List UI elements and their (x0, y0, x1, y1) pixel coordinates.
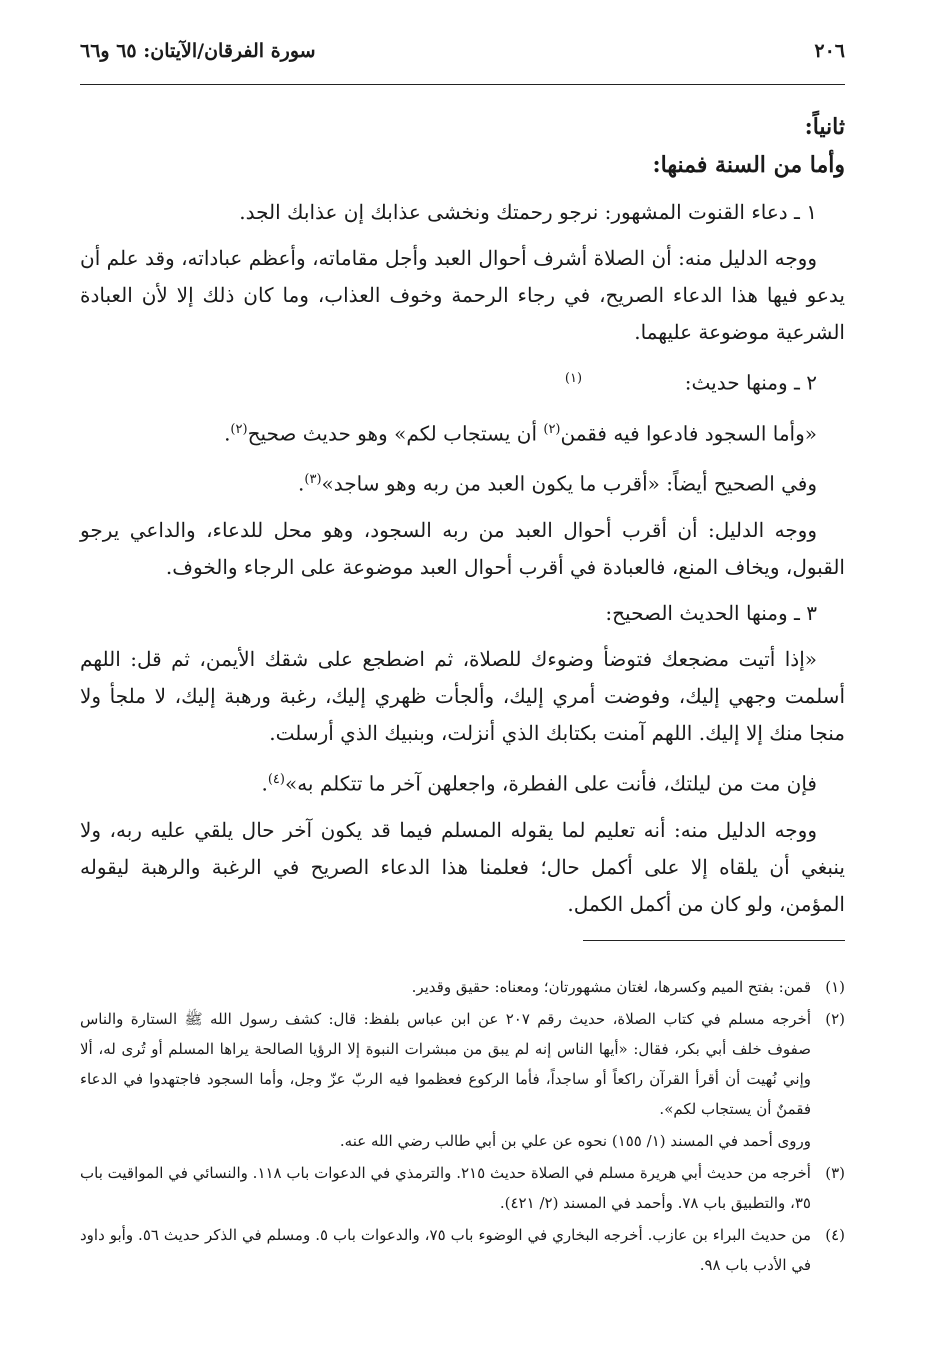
footnote-number: (١) (825, 978, 845, 996)
footnote-text: أخرجه من حديث أبي هريرة مسلم في الصلاة حديث ٢١٥. والترمذي في الدعوات باب ١١٨. والنسائي في المواقيت باب ٣٥، والتطبيق باب ٧٨. وأحمد في المسند (٢/ ٤٢١). (80, 1164, 811, 1212)
footnotes (80, 972, 845, 1282)
sleep-dua-end-text: فإن مت من ليلتك، فأنت على الفطرة، واجعلهن آخر ما تتكلم به» (284, 771, 817, 796)
paragraph-hadith-2-intro (80, 360, 845, 402)
footnote-item (80, 1220, 845, 1280)
paragraph-evidence-2: ووجه الدليل: أن أقرب أحوال العبد من ربه السجود، وهو محل للدعاء، والداعي يرجو القبول، ويخاف المنع، فالعبادة في أقرب أحوال العبد موضوعة على الرجاء والخوف. (80, 517, 845, 579)
footnote-continuation: وروى أحمد في المسند (١/ ١٥٥) نحوه عن علي بن أبي طالب رضي الله عنه. (339, 1132, 811, 1150)
main-text (80, 108, 845, 932)
page-number: ٢٠٦ (814, 40, 845, 62)
sahih-text: وفي الصحيح أيضاً: «أقرب ما يكون العبد من ربه وهو ساجد» (321, 471, 817, 496)
paragraph-sleep-dua-end (80, 761, 845, 803)
hadith-2-intro-text: ٢ ـ ومنها حديث: (684, 370, 817, 395)
sleep-dua-end-dot: . (261, 771, 268, 796)
footnote-text: من حديث البراء بن عازب. أخرجه البخاري في الوضوء باب ٧٥، والدعوات باب ٥. ومسلم في الذكر حديث ٥٦. وأبو داود في الأدب باب ٩٨. (80, 1226, 811, 1274)
section-heading-sunnah: وأما من السنة فمنها: (652, 152, 845, 178)
footnote-item (80, 1004, 845, 1124)
section-heading-second: ثانياً: (804, 114, 845, 140)
paragraph-sleep-dua: «إذا أتيت مضجعك فتوضأ وضوءك للصلاة، ثم اضطجع على شقك الأيمن، ثم قل: اللهم أسلمت وجهي إليك، وفوضت أمري إليك، وألجأت ظهري إليك، رغبة ورهبة إليك، لا ملجأ ولا منجا منك إلا إليك. اللهم آمنت بكتابك الذي أنزلت، وبنبيك الذي أرسلت. (80, 646, 845, 745)
paragraph-sahih (80, 461, 845, 503)
footnote-ref: (٣) (304, 472, 322, 488)
sujud-hadith-part-2: أن يستجاب لكم» وهو حديث صحيح (247, 421, 544, 446)
sujud-hadith-part-1: «وأما السجود فادعوا فيه فقمن (560, 421, 817, 446)
footnote-text: أخرجه مسلم في كتاب الصلاة، حديث رقم ٢٠٧ عن ابن عباس بلفظ: قال: كشف رسول الله ﷺ الستارة والناس صفوف خلف أبي بكر، فقال: «أيها الناس إنه لم يبق من مبشرات النبوة إلا الرؤيا الصالحة يراها المسلم أو تُرى له، ألا وإني نُهيت أن أقرأ القرآن راكعاً أو ساجداً، فأما الركوع فعظموا فيه الربّ عزّ وجل، وأما السجود فاجتهدوا في الدعاء فقمنٌ أن يستجاب لكم». (80, 1010, 812, 1118)
sujud-hadith-end: . (224, 421, 231, 446)
footnote-number: (٣) (825, 1164, 845, 1182)
footnote-ref: (٢) (543, 421, 561, 437)
header-rule (80, 84, 845, 85)
footnote-number: (٤) (825, 1226, 845, 1244)
paragraph-evidence-1: ووجه الدليل منه: أن الصلاة أشرف أحوال العبد وأجل مقاماته، وأعظم عباداته، وقد علم أن يدعو فيها هذا الدعاء الصريح، في رجاء الرحمة وخوف العذاب، وما كان ذلك إلا لأن العبادة الشرعية موضوعة عليهما. (80, 246, 845, 344)
footnote-ref: (٢) (230, 421, 248, 437)
paragraph-qunut: ١ ـ دعاء القنوت المشهور: نرجو رحمتك ونخشى عذابك إن عذابك الجد. (239, 200, 817, 224)
footnote-number: (٢) (825, 1010, 845, 1028)
running-title: سورة الفرقان/الآيتان: ٦٥ و٦٦ (80, 40, 316, 62)
footnote-rule (583, 940, 845, 941)
paragraph-evidence-3: ووجه الدليل منه: أنه تعليم لما يقوله المسلم فيما قد يكون آخر حال يلقي عليه ربه، ولا ينبغي أن يلقاه إلا على أكمل حال؛ فعلمنا هذا الدعاء الصريح في الرغبة والرهبة ليقوله المؤمن، ولو كان من أكمل الكمل. (80, 817, 845, 916)
footnote-item (80, 972, 845, 1002)
paragraph-sujud-hadith (80, 411, 845, 453)
footnote-ref: (١) (564, 371, 583, 386)
sahih-end: . (298, 471, 305, 496)
footnote-item (80, 1158, 845, 1218)
page-header (80, 40, 845, 80)
footnote-ref: (٤) (267, 771, 285, 787)
paragraph-hadith-3-intro: ٣ ـ ومنها الحديث الصحيح: (605, 600, 817, 625)
footnote-text: قمن: بفتح الميم وكسرها، لغتان مشهورتان؛ ومعناه: حقيق وقدير. (411, 978, 811, 996)
